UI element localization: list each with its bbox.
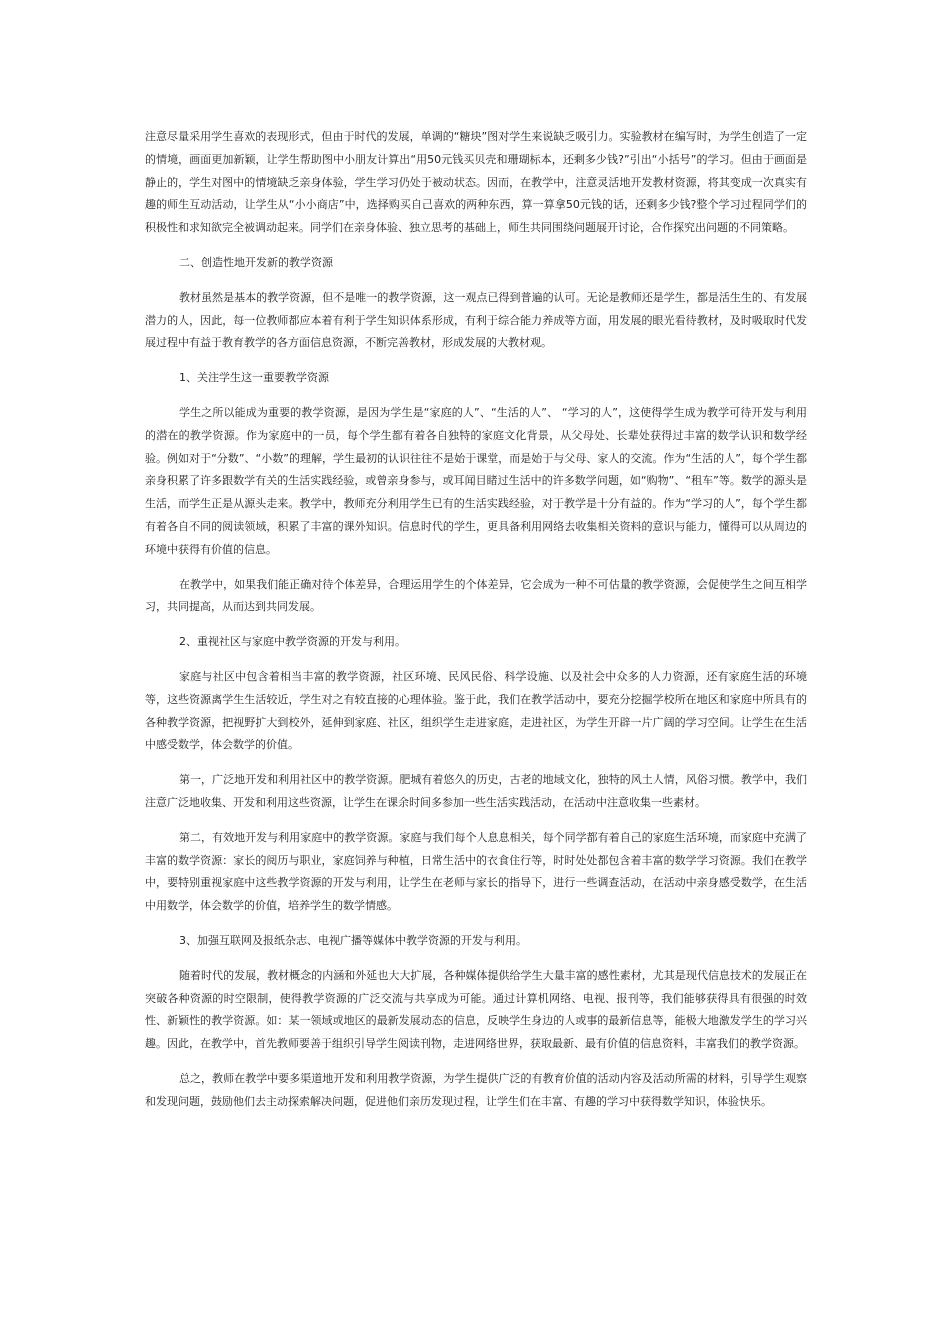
paragraph-conclusion: 总之，教师在教学中要多渠道地开发和利用教学资源，为学生提供广泛的有教育价值的活动内容及活动所需的材料，引导学生观察和发现问题，鼓励他们去主动探索解决问题，促进他们亲历发现过程，让学生们在丰富、有趣的学习中获得数学知识，体验快乐。 <box>145 1071 807 1108</box>
paragraph-community-family: 家庭与社区中包含着相当丰富的教学资源，社区环境、民风民俗、科学设施、以及社会中众多的人力资源，还有家庭生活的环境等，这些资源离学生生活较近，学生对之有较直接的心理体验。鉴于此，我们在教学活动中，要充分挖掘学校所在地区和家庭中所具有的各种教学资源，把视野扩大到校外，延伸到家庭、社区，组织学生走进家庭，走进社区，为学生开辟一片广阔的学习空间。让学生在生活中感受数学，体会数学的价值。 <box>145 669 807 752</box>
paragraph-students-resource: 学生之所以能成为重要的教学资源，是因为学生是“家庭的人”、“生活的人”、 “学习的人”，这使得学生成为教学可待开发与利用的潜在的教学资源。作为家庭中的一员，每个学生都有着各自独特的家庭文化背景，从父母处、长辈处获得过丰富的数学认识和数学经验。例如对于“分数”、“小数”的理解，学生最初的认识往往不是始于课堂，而是始于与父母、家人的交流。作为“生活的人”，每个学生都亲身积累了许多跟数学有关的生活实践经验，或曾亲身参与，或耳闻目睹过生活中的许多数学问题，如“购物”、“租车”等。数学的源头是生活，而学生正是从源头走来。教学中，教师充分利用学生已有的生活实践经验，对于教学是十分有益的。作为“学习的人”，每个学生都有着各自不同的阅读领域，积累了丰富的课外知识。信息时代的学生，更具备利用网络去收集相关资料的意识与能力，懂得可以从周边的环境中获得有价值的信息。 <box>145 405 807 556</box>
paragraph-continuation: 注意尽量采用学生喜欢的表现形式，但由于时代的发展，单调的“糖块”图对学生来说缺乏吸引力。实验教材在编写时，为学生创造了一定的情境，画面更加新颖，让学生帮助图中小朋友计算出“用50元钱买贝壳和珊瑚标本，还剩多少钱?”引出“小括号”的学习。但由于画面是静止的，学生对图中的情境缺乏亲身体验，学生学习仍处于被动状态。因而，在教学中，注意灵活地开发教材资源，将其变成一次真实有趣的师生互动活动，让学生从“小小商店”中，选择购买自己喜欢的两种东西，算一算拿50元钱的话，还剩多少钱?整个学习过程同学们的积极性和求知欲完全被调动起来。同学们在亲身体验、独立思考的基础上，师生共同围绕问题展开讨论，合作探究出问题的不同策略。 <box>145 130 807 235</box>
paragraph-first-community: 第一，广泛地开发和利用社区中的教学资源。肥城有着悠久的历史，古老的地域文化，独特的风土人情，风俗习惯。教学中，我们注意广泛地收集、开发和利用这些资源，让学生在课余时间多参加一些生活实践活动，在活动中注意收集一些素材。 <box>145 773 807 809</box>
document-body <box>145 126 807 1113</box>
subheading-1: 1、关注学生这一重要教学资源 <box>179 371 329 385</box>
paragraph-second-family: 第二，有效地开发与利用家庭中的教学资源。家庭与我们每个人息息相关，每个同学都有着自己的家庭生活环境，而家庭中充满了丰富的数学资源：家长的阅历与职业，家庭饲养与种植，日常生活中的衣食住行等，时时处处都包含着丰富的数学学习资源。我们在教学中，要特别重视家庭中这些教学资源的开发与利用，让学生在老师与家长的指导下，进行一些调查活动，在活动中亲身感受数学，在生活中用数学，体会数学的价值，培养学生的数学情感。 <box>145 830 807 913</box>
paragraph-textbook-resource: 教材虽然是基本的教学资源，但不是唯一的教学资源，这一观点已得到普遍的认可。无论是教师还是学生，都是活生生的、有发展潜力的人，因此，每一位教师都应本着有利于学生知识体系形成，有利于综合能力养成等方面，用发展的眼光看待教材，及时吸取时代发展过程中有益于教育教学的各方面信息资源，不断完善教材，形成发展的大教材观。 <box>145 290 807 350</box>
paragraph-media-resources: 随着时代的发展，教材概念的内涵和外延也大大扩展，各种媒体提供给学生大量丰富的感性素材，尤其是现代信息技术的发展正在突破各种资源的时空限制，使得教学资源的广泛交流与共享成为可能。通过计算机网络、电视、报刊等，我们能够获得具有很强的时效性、新颖性的教学资源。如：某一领域或地区的最新发展动态的信息，反映学生身边的人或事的最新信息等，能极大地激发学生的学习兴趣。因此，在教学中，首先教师要善于组织引导学生阅读刊物，走进网络世界，获取最新、最有价值的信息资料，丰富我们的教学资源。 <box>145 968 807 1051</box>
subheading-3: 3、加强互联网及报纸杂志、电视广播等媒体中教学资源的开发与利用。 <box>179 933 527 947</box>
section-heading-2: 二、创造性地开发新的教学资源 <box>179 255 333 269</box>
subheading-2: 2、重视社区与家庭中教学资源的开发与利用。 <box>179 635 406 649</box>
paragraph-individual-differences: 在教学中，如果我们能正确对待个体差异，合理运用学生的个体差异，它会成为一种不可估量的教学资源，会促使学生之间互相学习，共同提高，从而达到共同发展。 <box>145 577 807 614</box>
